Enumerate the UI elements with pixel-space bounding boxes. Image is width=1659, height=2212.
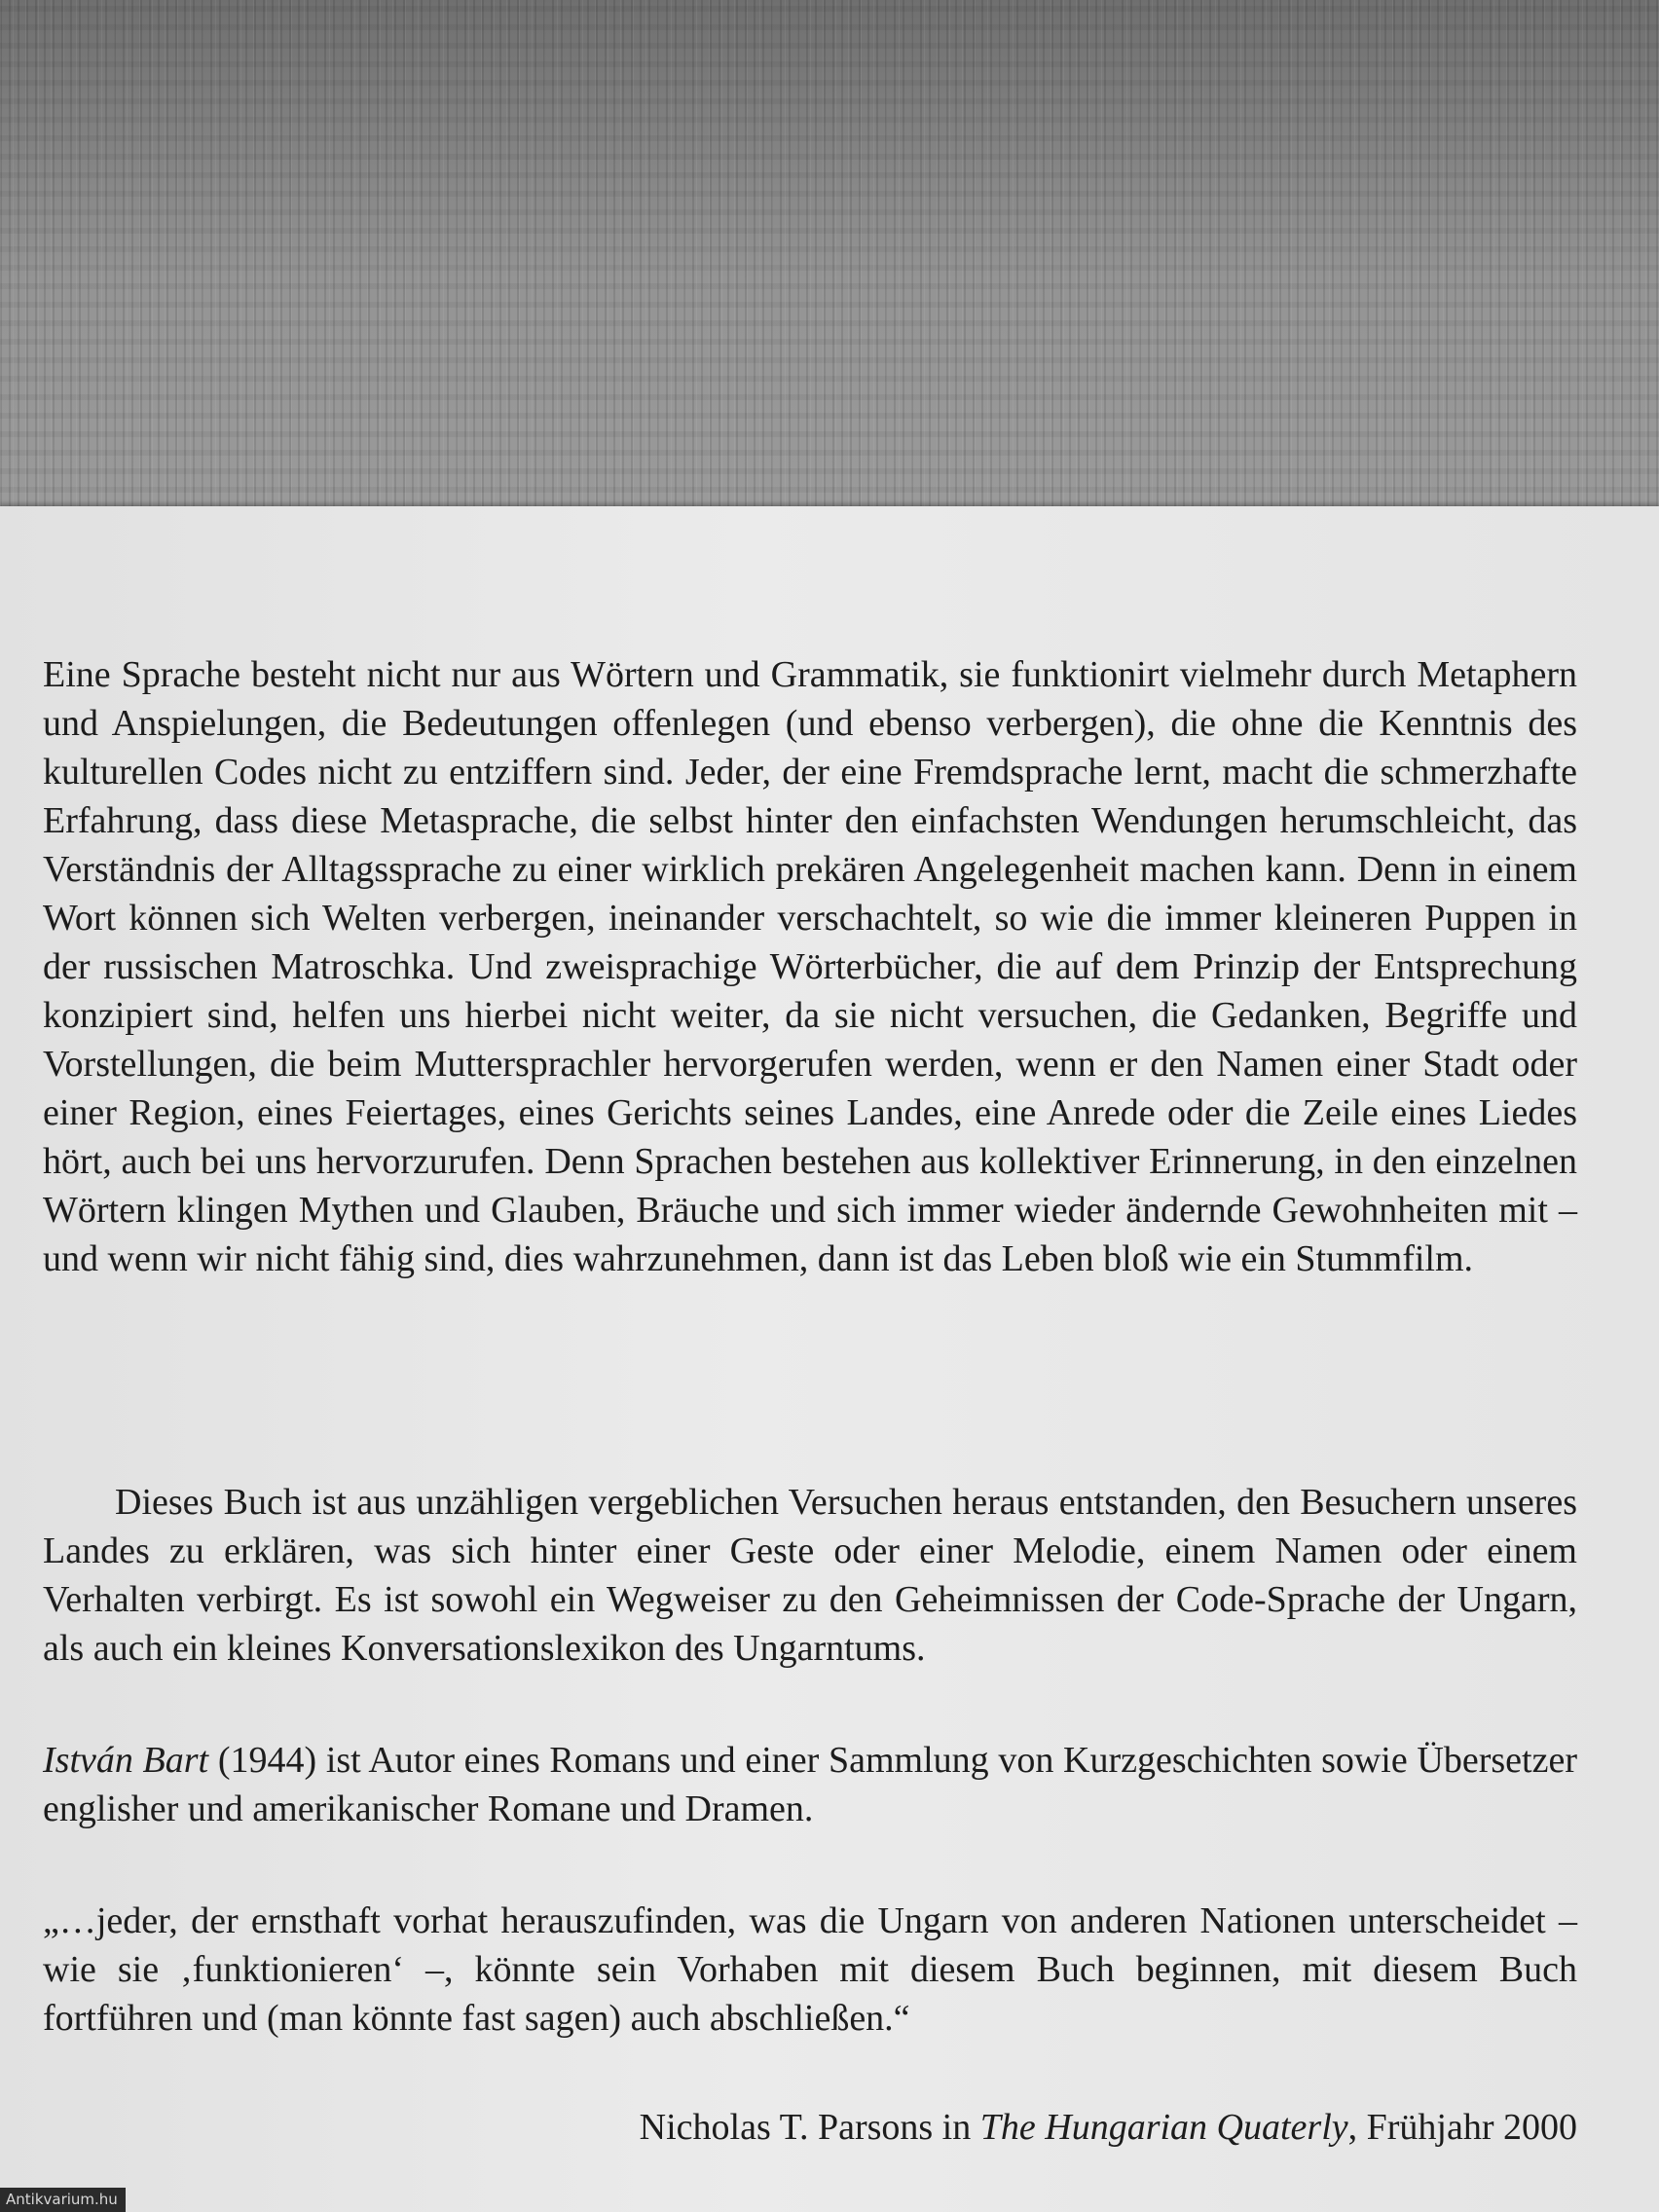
attribution-suffix: , Frühjahr 2000 [1347, 2107, 1577, 2148]
review-quote: „…jeder, der ernsthaft vorhat herauszufinden, was die Ungarn von anderen Nationen unterscheidet – wie sie ‚funktionieren‘ –, könnte sein Vorhaben mit diesem Buch beginnen, mit diesem Buch fortführen und (man könnte fast sagen) auch abschließen.“ [43, 1900, 1577, 2039]
watermark-label: Antikvarium.hu [0, 2188, 126, 2212]
author-bio [43, 1736, 1577, 1833]
publication-title: The Hungarian Quaterly [979, 2107, 1348, 2148]
author-name: István Bart [43, 1740, 209, 1781]
quote-attribution [640, 2103, 1577, 2152]
author-bio-text: (1944) ist Autor eines Romans und einer Sammlung von Kurzgeschichten sowie Übersetzer englisher und amerikanischer Romane und Dramen. [43, 1740, 1577, 1829]
blurb-paragraph-1: Eine Sprache besteht nicht nur aus Wörtern und Grammatik, sie funktionirt vielmehr durch Metaphern und Anspielungen, die Bedeutungen offenlegen (und ebenso verbergen), die ohne die Kenntnis des kulturellen Codes nicht zu entziffern sind. Jeder, der eine Fremdsprache lernt, macht die schmerzhafte Erfahrung, dass diese Metasprache, die selbst hinter den einfachsten Wendungen herumschleicht, das Verständnis der Alltagssprache zu einer wirklich prekären Angelegenheit machen kann. Denn in einem Wort können sich Welten verbergen, ineinander verschachtelt, so wie die immer kleineren Puppen in der russischen Matroschka. Und zweisprachige Wörterbücher, die auf dem Prinzip der Entsprechung konzipiert sind, helfen uns hierbei nicht weiter, da sie nicht versuchen, die Gedanken, Begriffe und Vorstellungen, die beim Muttersprachler hervorgerufen werden, wenn er den Namen einer Stadt oder einer Region, eines Feiertages, eines Gerichts seines Landes, eine Anrede oder die Zeile eines Liedes hört, auch bei uns hervorzurufen. Denn Sprachen bestehen aus kollektiver Erinnerung, in den einzelnen Wörtern klingen Mythen und Glauben, Bräuche und sich immer wieder ändernde Gewohnheiten mit – und wenn wir nicht fähig sind, dies wahrzunehmen, dann ist das Leben bloß wie ein Stummfilm. [43, 654, 1577, 1279]
cover-photo-band [0, 0, 1659, 511]
blurb-paragraph-2: Dieses Buch ist aus unzähligen vergeblichen Versuchen heraus entstanden, den Besuchern unseres Landes zu erklären, was sich hinter einer Geste oder einer Melodie, einem Namen oder einem Verhalten verbirgt. Es ist sowohl ein Wegweiser zu den Geheimnissen der Code-Sprache der Ungarn, als auch ein kleines Konversationslexikon des Ungarntums. [43, 1482, 1577, 1669]
attribution-prefix: Nicholas T. Parsons in [639, 2107, 980, 2148]
